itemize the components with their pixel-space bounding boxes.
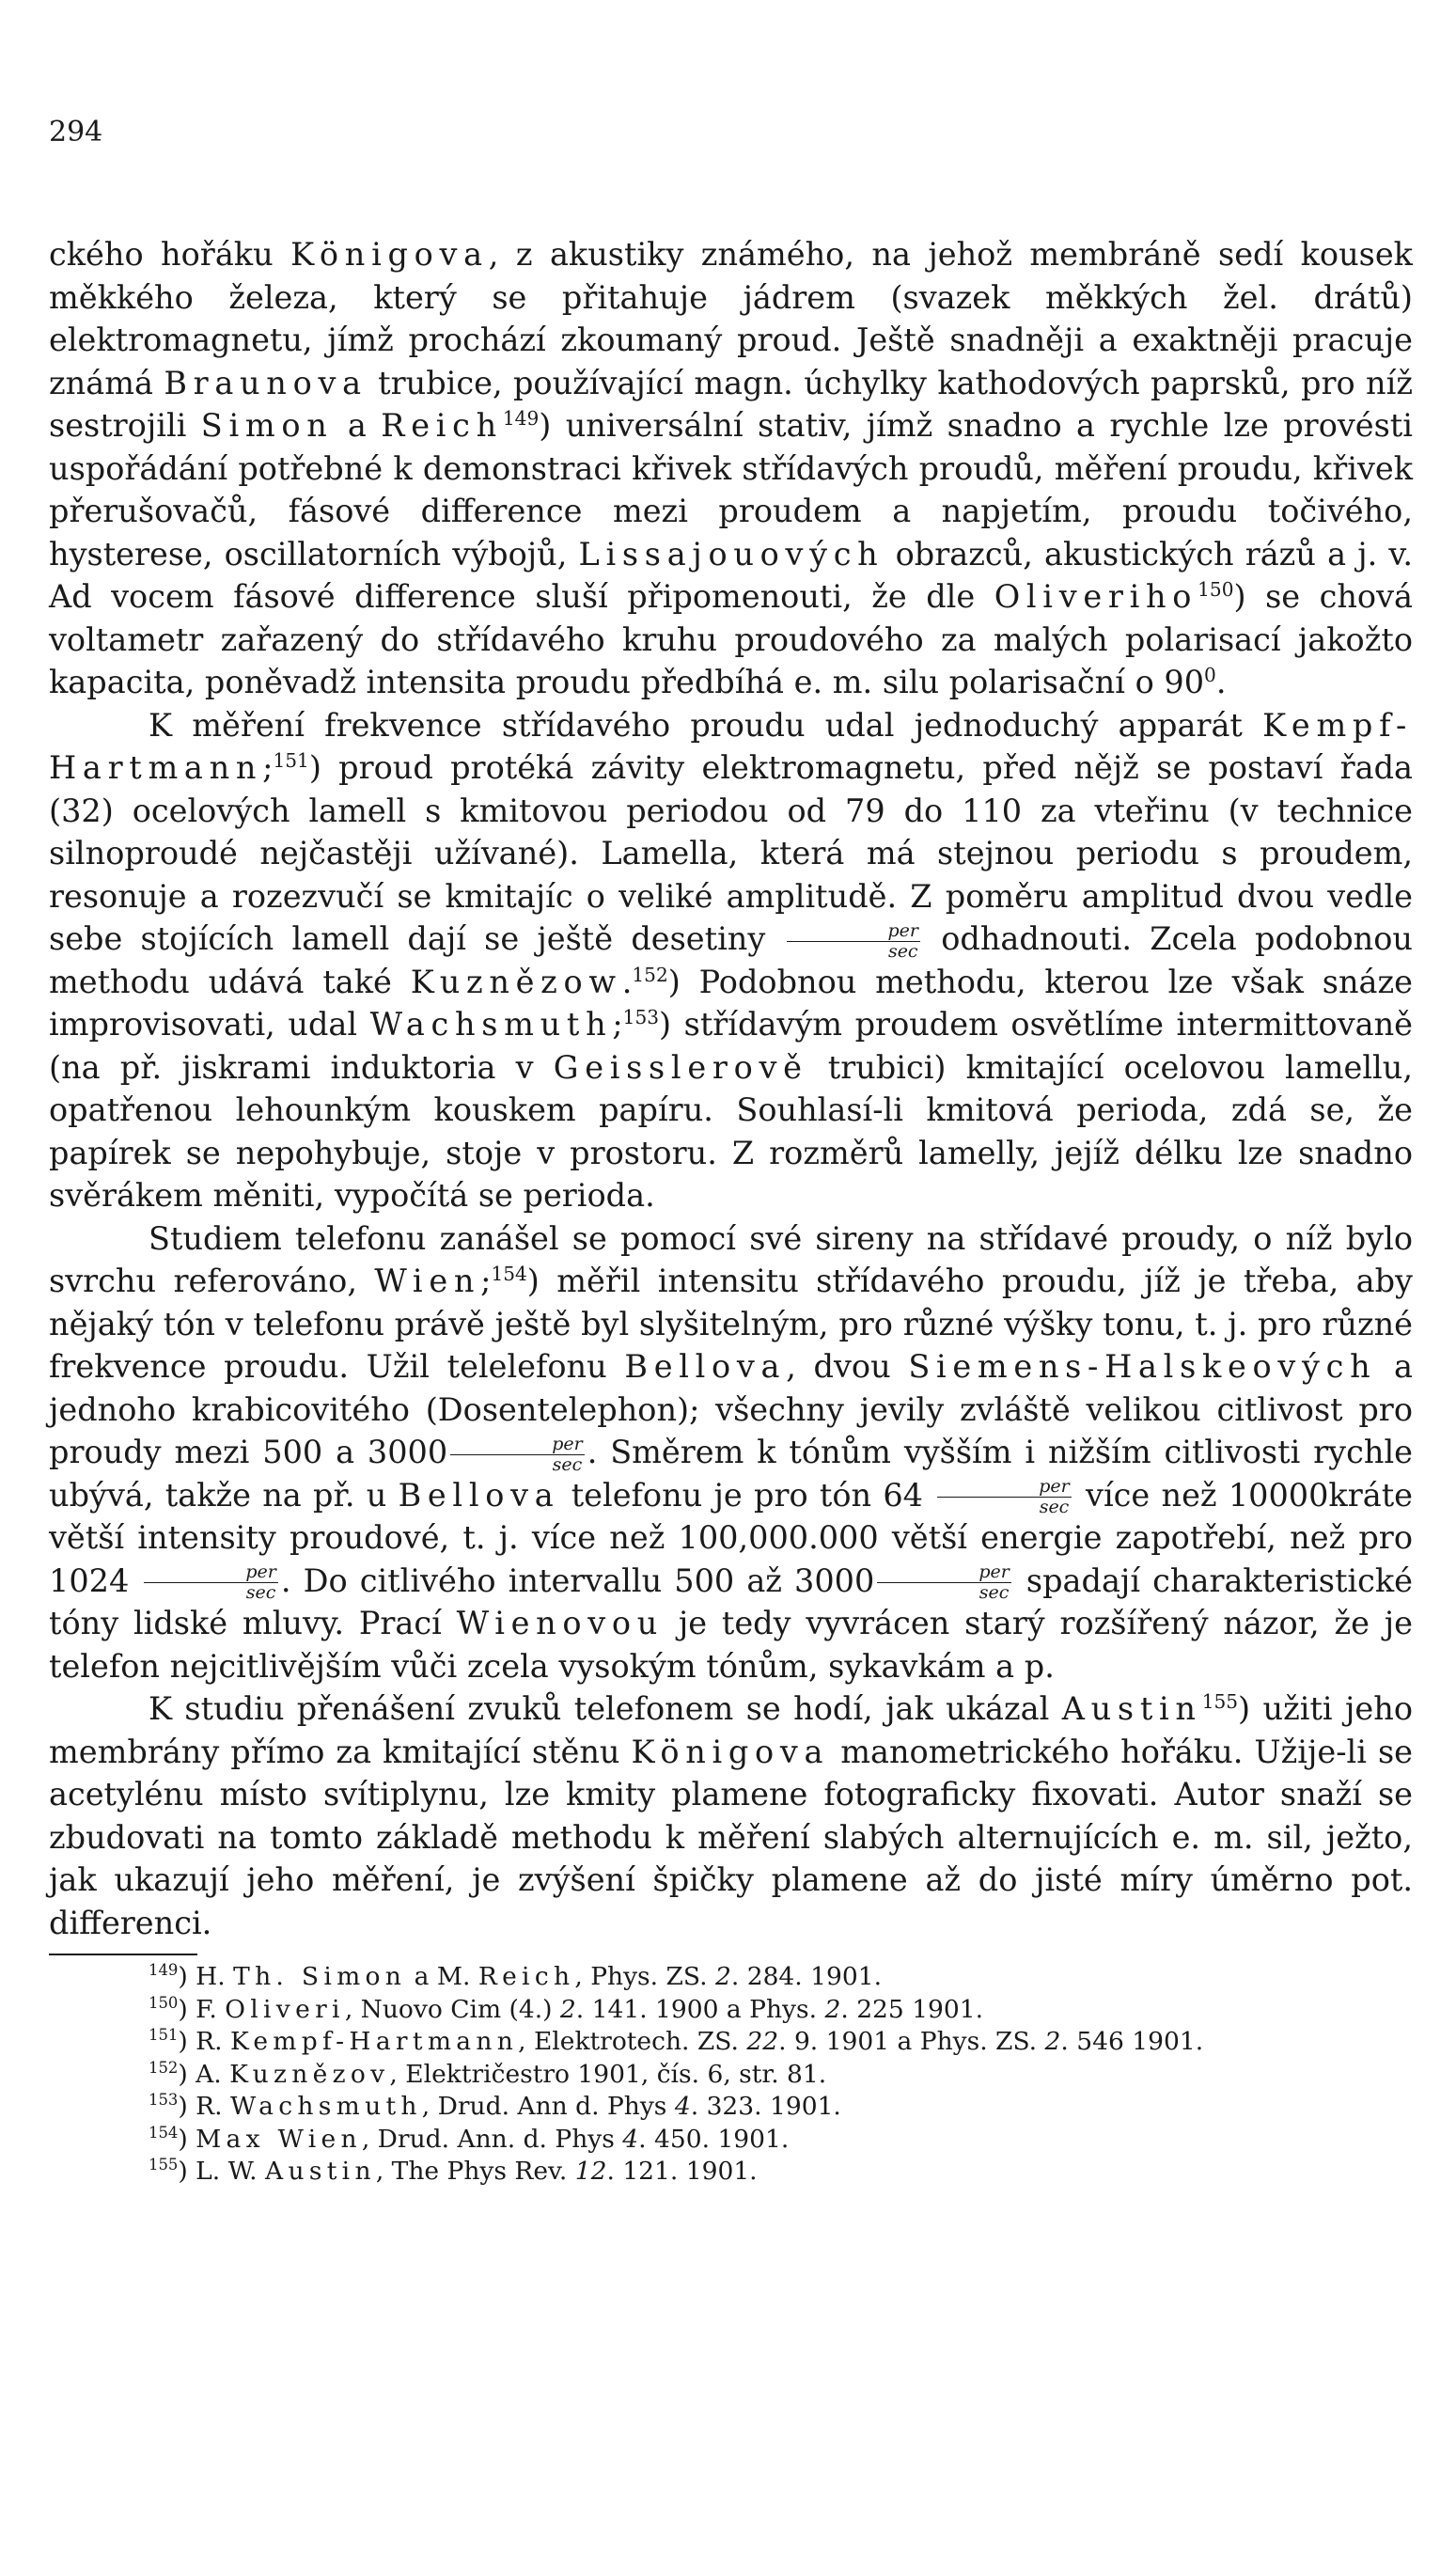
superscript: 151 — [273, 748, 309, 772]
author-name: Kempf-Hartmann — [229, 2027, 519, 2056]
text-run: . 225 1901. — [840, 1994, 984, 2024]
text-run: , Elektrotech. ZS. — [518, 2027, 747, 2056]
fraction-per-sec — [787, 919, 921, 962]
author-name: Oliveri — [225, 1994, 345, 2024]
fraction-numerator: per — [937, 1478, 1072, 1498]
main-text — [49, 233, 1413, 1944]
text-run: L. W. — [196, 2157, 266, 2186]
volume-number: 22 — [746, 2027, 779, 2056]
text-run: ) Podobnou methodu, kterou lze však snáze improvisovati, udal — [49, 963, 1413, 1043]
text-run: ckého hořáku — [49, 236, 291, 273]
superscript: 0 — [1204, 663, 1216, 686]
footnote — [49, 1961, 1413, 1994]
author-name: Wachsmuth — [369, 1006, 613, 1043]
text-run: R. — [196, 2092, 230, 2121]
author-name: Braunova — [164, 364, 368, 401]
fraction-numerator: per — [877, 1563, 1011, 1583]
text-run: ) měřil intensitu střídavého proudu, jíž je třeba, aby nějaký tón v telefonu právě ještě byl slyšitelným, pro různé výšky tonu, t. j. pro různé frekvence proudu. Užil telelefonu — [49, 1263, 1413, 1385]
volume-number: 2 — [714, 1962, 731, 1991]
text-run: obrazců, akustických rázů a j. v. Ad vocem fásové difference sluší připomenouti, že dle — [49, 535, 1413, 615]
text-run: . Směrem k tónům vyšším i nižším citlivosti rychle ubývá, takže na př. u — [49, 1434, 1413, 1514]
text-run: ) se chová voltametr zařazený do střídavého kruhu proudového za malých polarisací jakožto kapacita, poněvadž intensita proudu předbíhá e. m. silu polarisační o 90 — [49, 578, 1413, 700]
text-run: H. — [196, 1962, 234, 1991]
fraction-denominator: sec — [552, 1453, 583, 1475]
volume-number: 12 — [574, 2157, 607, 2186]
fraction-denominator: sec — [1039, 1497, 1070, 1517]
footnote-paren: ) — [178, 1994, 196, 2024]
footnote — [49, 2091, 1413, 2124]
text-run: , The Phys Rev. — [375, 2157, 575, 2186]
text-run: a jednoho krabicovitého (Dosentelephon); všechny jevily zvláště velikou citlivost pro proudy mezi 500 a 3000 — [49, 1348, 1413, 1470]
superscript: 149 — [502, 406, 540, 430]
footnote-number: 155 — [149, 2156, 179, 2174]
author-name: Siemens-Halskeových — [908, 1348, 1377, 1385]
paragraph — [49, 1217, 1413, 1688]
text-run: , dvou — [786, 1348, 909, 1385]
text-run: ; — [262, 749, 274, 786]
text-run: . — [1215, 664, 1227, 700]
text-run: , Električestro 1901, čís. 6, str. 81. — [389, 2059, 827, 2089]
text-run: a — [333, 407, 382, 444]
text-run: telefonu je pro tón 64 — [559, 1476, 935, 1514]
author-name: Th. Simon — [233, 1962, 407, 1991]
text-run: F. — [196, 1994, 226, 2024]
paragraph — [49, 1687, 1413, 1944]
footnote-number: 152 — [149, 2058, 179, 2077]
author-name: Austin — [1061, 1690, 1202, 1727]
text-run: ; — [480, 1263, 492, 1299]
footnote-number: 149 — [149, 1961, 179, 1980]
text-run: manometrického hořáku. Užije-li se acetylénu místo svítiplynu, lze kmity plamene fotograficky fixovati. Autor snaží se zbudovati na tomto základě methodu k měření slabých alternujících e. m. sil, ježto, jak ukazují jeho měření, je zvýšení špičky plamene až do jisté míry úměrno pot. differenci. — [49, 1733, 1413, 1941]
author-name: Wachsmuth — [229, 2092, 422, 2121]
text-run: . 121. 1901. — [606, 2157, 758, 2186]
text-run: ) proud protéká závity elektromagnetu, před nějž se postaví řada (32) ocelových lamell s kmitovou periodou od 79 do 110 za vteřinu (v technice silnoproudé nejčastěji užívané). Lamella, která má stejnou periodu s proudem, resonuje a rozezvučí se kmitajíc o veliké amplitudě. Z poměru amplitud dvou vedle sebe stojících lamell dají se ještě desetiny — [49, 749, 1413, 957]
text-run: spadají charakteristické tóny lidské mluvy. Prací — [49, 1561, 1414, 1641]
author-name: Kempf-Hartmann — [49, 706, 1413, 786]
text-run: více než 10000kráte větší intensity proudové, t. j. více než 100,000.000 větší energie zapotřebí, než pro 1024 — [49, 1476, 1413, 1599]
fraction-denominator: sec — [887, 940, 918, 962]
text-run: je tedy vyvrácen starý rozšířený názor, že je telefon nejcitlivějším vůči zcela vysokým tónům, sykavkám a p. — [49, 1605, 1413, 1685]
author-name: Königova — [290, 236, 489, 273]
fraction-per-sec — [144, 1563, 278, 1602]
text-run: , Drud. Ann. d. Phys — [361, 2124, 623, 2154]
footnote-paren: ) — [178, 2157, 196, 2186]
text-run: ) užiti jeho membrány přímo za kmitající stěnu — [49, 1690, 1413, 1770]
text-run: . 141. 1900 a Phys. — [575, 1994, 825, 2024]
author-name: Lissajouových — [578, 535, 885, 573]
volume-number: 4 — [674, 2092, 691, 2121]
paragraph — [49, 704, 1413, 1217]
text-run: R. — [196, 2027, 230, 2056]
author-name: Geisslerově — [553, 1048, 808, 1086]
author-name: Wien — [374, 1263, 481, 1299]
superscript: 152 — [632, 963, 668, 986]
author-name: Reich — [478, 1962, 575, 1991]
footnote-paren: ) — [178, 2124, 196, 2154]
text-run: . 450. 1901. — [638, 2124, 790, 2154]
author-name: Austin — [265, 2157, 376, 2186]
author-name: Simon — [200, 407, 334, 444]
text-run: a M. — [406, 1962, 478, 1991]
text-run: K studiu přenášení zvuků telefonem se hodí, jak ukázal — [149, 1690, 1062, 1727]
text-run: . Do citlivého intervallu 500 až 3000 — [280, 1561, 875, 1599]
volume-number: 4 — [622, 2124, 639, 2154]
author-name: Kuznězov — [229, 2059, 390, 2089]
text-run: trubici) kmitající ocelovou lamellu, opatřenou lehounkým kouskem papíru. Souhlasí-li kmitová perioda, zdá se, že papírek se nepohybuje, stoje v prostoru. Z rozměrů lamelly, jejíž délku lze snadno svěrákem měniti, vypočítá se perioda. — [49, 1048, 1413, 1214]
superscript: 153 — [622, 1005, 660, 1028]
fraction-numerator: per — [450, 1436, 585, 1455]
author-name: Reich — [381, 407, 503, 444]
fraction-per-sec — [450, 1433, 585, 1475]
text-run: , Nuovo Cim (4.) — [344, 1994, 560, 2024]
fraction-numerator: per — [787, 922, 921, 942]
text-run: . 284. 1901. — [730, 1962, 882, 1991]
fraction-denominator: sec — [245, 1582, 276, 1603]
fraction-numerator: per — [144, 1563, 278, 1583]
footnote-number: 151 — [149, 2026, 179, 2045]
text-run: Studiem telefonu zanášel se pomocí své sireny na střídavé proudy, o níž bylo svrchu referováno, — [49, 1219, 1413, 1299]
footnotes — [49, 1961, 1413, 2189]
text-run: . 9. 1901 a Phys. ZS. — [778, 2027, 1045, 2056]
volume-number: 2 — [1044, 2027, 1061, 2056]
footnote — [49, 2156, 1413, 2189]
text-run: trubice, používající magn. úchylky kathodových paprsků, pro níž sestrojili — [49, 364, 1413, 444]
text-run: odhadnouti. Zcela podobnou methodu udává také — [49, 920, 1413, 1000]
author-name: Bellova — [624, 1348, 787, 1385]
footnote-paren: ) — [178, 1962, 196, 1991]
author-name: Wienovou — [456, 1605, 665, 1641]
footnote-number: 150 — [149, 1993, 179, 2012]
footnote-number: 153 — [149, 2091, 179, 2110]
fraction-per-sec — [937, 1478, 1072, 1516]
superscript: 150 — [1198, 577, 1234, 601]
footnote-paren: ) — [178, 2092, 196, 2121]
author-name: Kuznězow — [410, 963, 622, 1000]
text-run: . — [621, 963, 633, 1000]
text-run: , z akustiky známého, na jehož membráně sedí kousek měkkého železa, který se přitahuje jádrem (svazek měkkých žel. drátů) elektromagnetu, jímž prochází zkoumaný proud. Ještě snadněji a exaktněji pracuje známá — [49, 236, 1413, 401]
text-run: A. — [196, 2059, 230, 2089]
text-run: . 323. 1901. — [690, 2092, 841, 2121]
text-run: ; — [612, 1006, 623, 1043]
page-number: 294 — [49, 116, 103, 149]
author-name: Max Wien — [196, 2124, 362, 2154]
superscript: 154 — [491, 1262, 527, 1285]
fraction-per-sec — [877, 1563, 1011, 1602]
footnote-paren: ) — [178, 2059, 196, 2089]
superscript: 155 — [1201, 1689, 1239, 1713]
text-run: ) universální stativ, jímž snadno a rychle lze provésti uspořádání potřebné k demonstraci křivek střídavých proudů, měření proudu, křivek přerušovačů, fásové difference mezi proudem a napjetím, proudu točivého, hysterese, oscillatorních výbojů, — [49, 407, 1413, 573]
volume-number: 2 — [559, 1994, 576, 2024]
text-run: K měření frekvence střídavého proudu udal jednoduchý apparát — [149, 706, 1263, 744]
text-run: ) střídavým proudem osvětlíme intermittovaně (na př. jiskrami induktoria v — [49, 1006, 1414, 1086]
text-run: , Phys. ZS. — [574, 1962, 715, 1991]
footnote-divider — [49, 1954, 197, 1955]
footnote — [49, 1994, 1413, 2027]
author-name: Bellova — [398, 1476, 560, 1514]
volume-number: 2 — [824, 1994, 841, 2024]
footnote — [49, 2026, 1413, 2059]
footnote-number: 154 — [149, 2123, 179, 2142]
text-run: . 546 1901. — [1060, 2027, 1204, 2056]
footnote — [49, 2124, 1413, 2157]
author-name: Oliveriho — [994, 578, 1198, 615]
footnote — [49, 2059, 1413, 2092]
footnote-paren: ) — [178, 2027, 196, 2056]
paragraph — [49, 233, 1413, 704]
text-run: , Drud. Ann d. Phys — [421, 2092, 675, 2121]
author-name: Königova — [631, 1733, 830, 1770]
fraction-denominator: sec — [978, 1582, 1010, 1603]
